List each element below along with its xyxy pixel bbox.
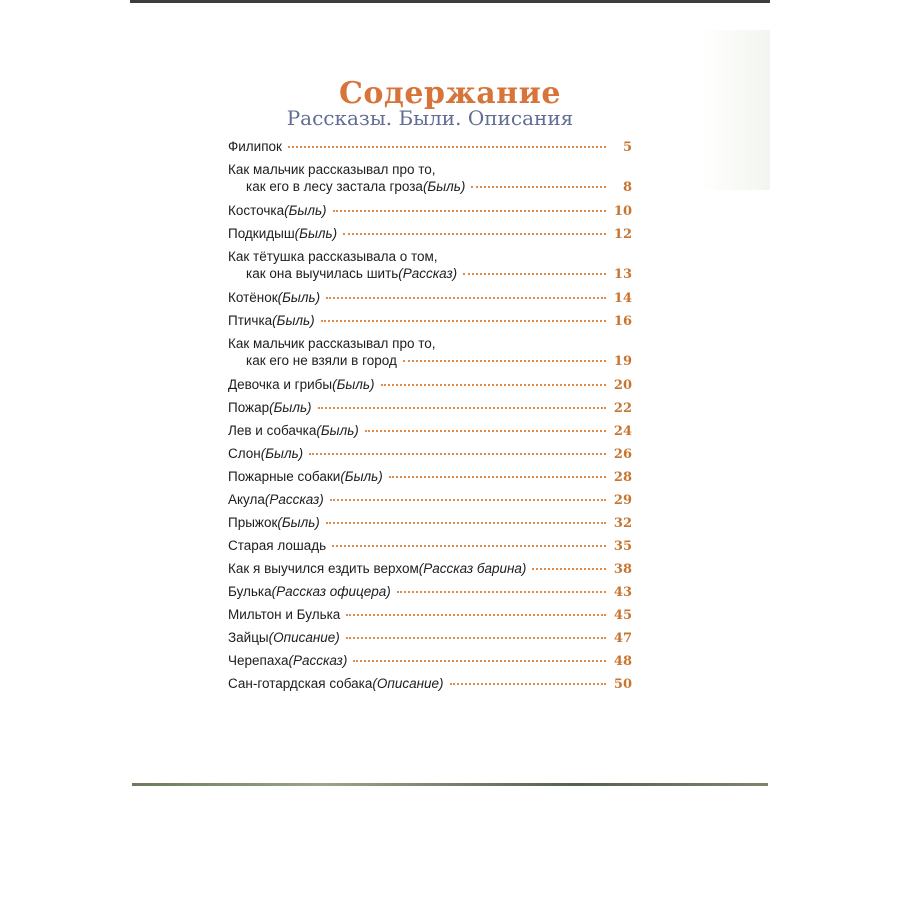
dot-leader: [381, 383, 606, 386]
toc-entry: [228, 560, 632, 577]
toc-entry: [228, 335, 632, 370]
toc-entry: [228, 399, 632, 416]
dot-leader: [471, 185, 606, 188]
toc-entry: [228, 583, 632, 600]
toc-entry: [228, 445, 632, 462]
toc-entry-title: Косточка: [228, 203, 285, 218]
toc-entry-line: [228, 468, 632, 485]
toc-entry-title: Зайцы: [228, 630, 269, 645]
toc-entry: [228, 675, 632, 692]
toc-entry-title: Девочка и грибы: [228, 377, 333, 392]
dot-leader: [450, 682, 606, 685]
dot-leader: [397, 590, 606, 593]
toc-page-number: 19: [613, 354, 632, 369]
toc-entry-title: Пожар: [228, 400, 270, 415]
toc-entry-genre-note: (Быль): [332, 377, 375, 392]
dot-leader: [326, 296, 606, 299]
toc-entry-line: [228, 606, 632, 623]
toc-entry-line: [228, 422, 632, 439]
toc-page-number: 12: [613, 227, 632, 242]
toc-page-number: 26: [613, 447, 632, 462]
dot-leader: [326, 521, 606, 524]
toc-entry-line: [228, 248, 632, 265]
dot-leader: [463, 272, 606, 275]
toc-entry-genre-note: (Быль): [260, 446, 304, 461]
toc-entry-title: Подкидыш: [228, 226, 295, 241]
toc-entry-genre-note: (Рассказ): [288, 653, 348, 668]
toc-entry-genre-note: (Быль): [269, 400, 312, 415]
dot-leader: [389, 475, 606, 478]
dot-leader: [318, 406, 606, 409]
toc-entry: [228, 312, 632, 329]
page-title: Содержание: [339, 76, 561, 112]
toc-entry: [228, 289, 632, 306]
toc-page-number: 35: [613, 539, 632, 554]
toc-page-number: 28: [613, 470, 632, 485]
toc-entry-title: Как мальчик рассказывал про то,: [228, 336, 436, 351]
dot-leader: [365, 429, 606, 432]
toc-entry-title: Как я выучился ездить верхом: [228, 561, 419, 576]
toc-entry-genre-note: (Рассказ): [264, 492, 324, 507]
toc-entry: [228, 225, 632, 242]
toc-entry: [228, 138, 632, 155]
toc-entry-line: [228, 376, 632, 393]
toc-page-number: 8: [622, 180, 632, 195]
toc-entry: [228, 202, 632, 219]
toc-page-number: 16: [613, 314, 632, 329]
dot-leader: [403, 359, 606, 362]
toc-entry-genre-note: (Быль): [422, 179, 466, 194]
toc-entry-genre-note: (Быль): [272, 313, 315, 328]
section-subtitle: Рассказы. Были. Описания: [286, 106, 574, 130]
toc-entry-genre-note: (Быль): [294, 226, 338, 241]
toc-entry-line: [228, 514, 632, 531]
toc-entry-title: Филипок: [228, 139, 282, 154]
toc-entry: [228, 161, 632, 196]
toc-entry-line: [228, 537, 632, 554]
toc-entry-title: как она выучилась шить: [246, 266, 399, 281]
toc-entry-title: Как мальчик рассказывал про то,: [228, 162, 436, 177]
toc-page-number: 32: [613, 516, 632, 531]
toc-entry: [228, 491, 632, 508]
toc-entry-line: [228, 652, 632, 669]
dot-leader: [532, 567, 606, 570]
toc-entry: [228, 652, 632, 669]
toc-page-number: 48: [613, 654, 632, 669]
toc-entry: [228, 248, 632, 283]
toc-entry-line: [228, 491, 632, 508]
toc-entry-line: [228, 352, 632, 370]
toc-entry: [228, 514, 632, 531]
toc-page-number: 43: [613, 585, 632, 600]
toc-entry-title: как его в лесу застала гроза: [246, 179, 423, 194]
toc-entry-genre-note: (Рассказ): [398, 266, 458, 281]
toc-entry-genre-note: (Быль): [277, 290, 321, 305]
dot-leader: [333, 209, 606, 212]
dot-leader: [346, 613, 606, 616]
dot-leader: [330, 498, 606, 501]
toc-page-number: 47: [613, 631, 632, 646]
toc-entry-line: [228, 265, 632, 283]
toc-page-number: 50: [613, 677, 632, 692]
dot-leader: [332, 544, 606, 547]
toc-entry: [228, 606, 632, 623]
dot-leader: [343, 232, 606, 235]
toc-entry-line: [228, 289, 632, 306]
toc-entry-title: Пожарные собаки: [228, 469, 341, 484]
toc-entry-line: [228, 138, 632, 155]
toc-page-number: 10: [613, 204, 632, 219]
toc-entry-title: Сан-готардская собака: [228, 676, 373, 691]
toc-page-number: 38: [613, 562, 632, 577]
toc-entry-title: Прыжок: [228, 515, 278, 530]
toc-entry-line: [228, 312, 632, 329]
toc-entry-title: Слон: [228, 446, 261, 461]
toc-entry-line: [228, 225, 632, 242]
toc-entry-title: Мильтон и Булька: [228, 607, 341, 622]
dot-leader: [353, 659, 606, 662]
toc-entry-title: как его не взяли в город: [246, 353, 397, 368]
toc-entry-line: [228, 675, 632, 692]
toc-entry-line: [228, 202, 632, 219]
toc-entry-title: Старая лошадь: [228, 538, 327, 553]
toc-entry: [228, 629, 632, 646]
toc-entry-genre-note: (Быль): [316, 423, 359, 438]
toc-entry-line: [228, 178, 632, 196]
toc-entry-line: [228, 583, 632, 600]
toc-entry-line: [228, 560, 632, 577]
toc-page-number: 24: [613, 424, 632, 439]
toc-entry-genre-note: (Быль): [340, 469, 383, 484]
toc-entry: [228, 537, 632, 554]
bottom-edge-bar: [132, 783, 768, 786]
toc-entry-genre-note: (Описание): [372, 676, 444, 691]
toc-page-number: 29: [613, 493, 632, 508]
toc-entry-line: [228, 399, 632, 416]
toc-entry-title: Котёнок: [228, 290, 278, 305]
table-of-contents: [228, 138, 632, 692]
toc-entry-genre-note: (Быль): [277, 515, 320, 530]
dot-leader: [309, 452, 606, 455]
toc-page-number: 13: [613, 267, 632, 282]
toc-entry-line: [228, 335, 632, 352]
toc-entry-line: [228, 629, 632, 646]
toc-entry-title: Черепаха: [228, 653, 289, 668]
toc-page-number: 45: [613, 608, 632, 623]
toc-entry: [228, 422, 632, 439]
toc-entry-title: Акула: [228, 492, 265, 507]
dot-leader: [288, 145, 606, 148]
toc-entry-genre-note: (Быль): [284, 203, 327, 218]
toc-entry: [228, 468, 632, 485]
toc-entry-title: Птичка: [228, 313, 273, 328]
toc-entry-genre-note: (Рассказ офицера): [271, 584, 391, 599]
toc-entry: [228, 376, 632, 393]
toc-page-number: 22: [613, 401, 632, 416]
dot-leader: [346, 636, 606, 639]
toc-entry-line: [228, 161, 632, 178]
top-edge-bar: [130, 0, 770, 3]
toc-page-number: 5: [622, 140, 632, 155]
toc-page-number: 14: [613, 291, 632, 306]
toc-entry-title: Как тётушка рассказывала о том,: [228, 249, 438, 264]
toc-entry-genre-note: (Описание): [268, 630, 340, 645]
toc-entry-title: Лев и собачка: [228, 423, 317, 438]
toc-entry-genre-note: (Рассказ барина): [418, 561, 527, 576]
toc-entry-title: Булька: [228, 584, 272, 599]
dot-leader: [321, 319, 606, 322]
toc-page-number: 20: [613, 378, 632, 393]
toc-entry-line: [228, 445, 632, 462]
